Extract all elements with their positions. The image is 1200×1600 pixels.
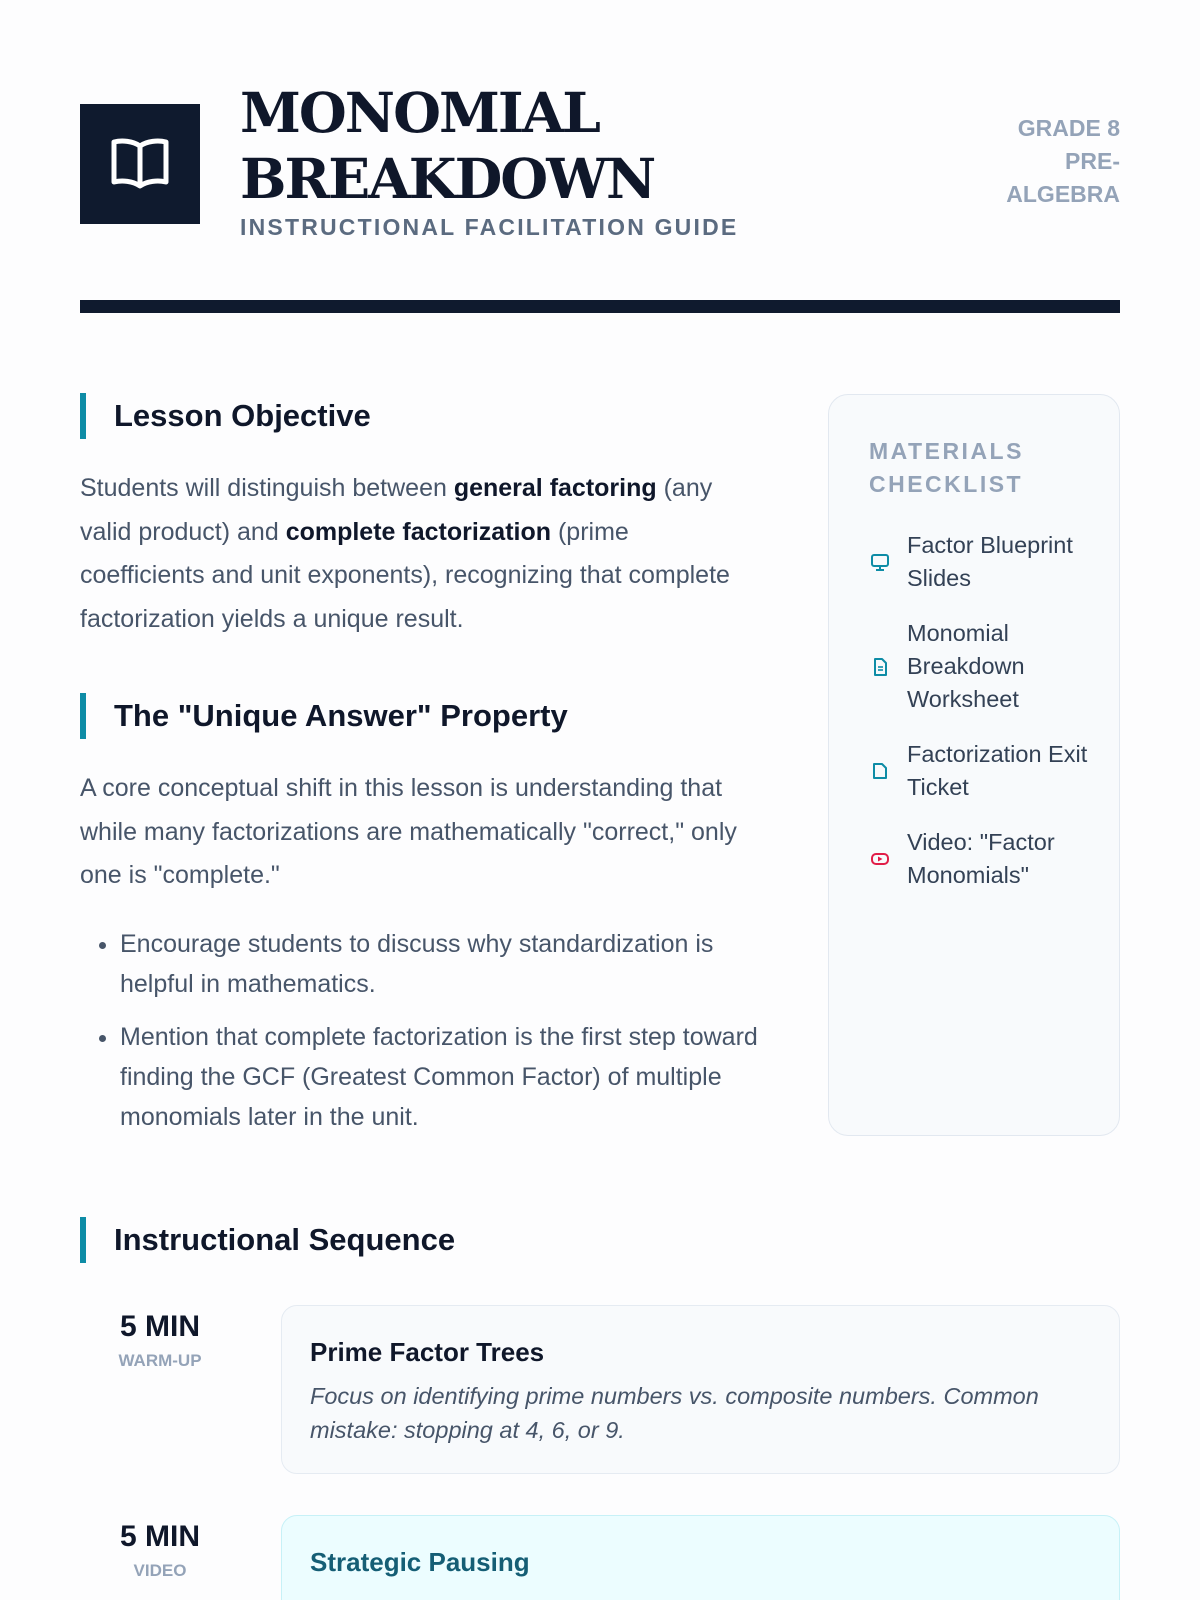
material-item-slides[interactable]	[869, 529, 1099, 595]
step-tag: WARM-UP	[118, 1351, 202, 1370]
objective-bold-complete-factorization: complete factorization	[285, 517, 552, 546]
guide-header	[80, 80, 1120, 280]
grade-label: GRADE 8 PRE-ALGEBRA	[1006, 115, 1120, 207]
step-time-block	[80, 1305, 240, 1373]
logo	[80, 104, 200, 224]
page-title: MONOMIAL BREAKDOWN	[240, 80, 655, 211]
header-divider	[80, 300, 1120, 313]
facilitation-guide-page	[80, 0, 1120, 1600]
step-duration: 5 MIN	[119, 1310, 200, 1343]
unique-answer-paragraph: A core conceptual shift in this lesson is understanding that while many factorizations are mathematically "correct," only one is "complete."	[80, 774, 737, 889]
step-card	[281, 1515, 1120, 1600]
ticket-icon	[869, 760, 891, 782]
material-label: Factor Blueprint Slides	[907, 532, 1073, 591]
objective-text-2: (any valid product) and	[80, 474, 713, 546]
material-label: Video: "Factor Monomials"	[907, 829, 1055, 888]
sequence-heading: Instructional Sequence	[80, 1217, 455, 1263]
step-card	[281, 1305, 1120, 1474]
step-title: Prime Factor Trees	[310, 1337, 545, 1367]
presentation-icon	[869, 551, 891, 573]
bullet-item: • Mention that complete factorization is the first step toward finding the GCF (Greatest Common Factor) of multiple monomials later in the unit.	[120, 1017, 780, 1137]
materials-title: MATERIALS CHECKLIST	[869, 438, 1024, 497]
step-duration: 5 MIN	[119, 1520, 200, 1553]
step-time-block	[80, 1515, 240, 1583]
step-description: Focus on identifying prime numbers vs. composite numbers. Common mistake: stopping at 4, 6, or 9.	[310, 1383, 1039, 1443]
open-book-icon	[109, 136, 171, 192]
document-icon	[869, 656, 891, 678]
page-subtitle: INSTRUCTIONAL FACILITATION GUIDE	[240, 214, 739, 240]
bullet-item: • Encourage students to discuss why standardization is helpful in mathematics.	[120, 924, 780, 1004]
materials-checklist	[828, 394, 1120, 1136]
material-label: Factorization Exit Ticket	[907, 741, 1088, 800]
material-label: Monomial Breakdown Worksheet	[907, 620, 1025, 712]
unique-answer-heading: The "Unique Answer" Property	[80, 693, 568, 739]
unique-answer-bullets	[80, 924, 780, 1150]
objective-text	[80, 467, 750, 641]
material-item-worksheet[interactable]	[869, 617, 1099, 716]
material-item-video[interactable]	[869, 826, 1099, 892]
objective-bold-general-factoring: general factoring	[453, 474, 657, 502]
material-item-exit-ticket[interactable]	[869, 738, 1099, 804]
objective-heading: Lesson Objective	[80, 393, 371, 439]
video-icon	[869, 848, 891, 870]
step-title: Strategic Pausing	[310, 1547, 530, 1577]
title-block	[240, 80, 738, 241]
objective-text-3: (prime coefficients and unit exponents), recognizing that complete factorization yields a unique result.	[80, 517, 730, 633]
step-tag: VIDEO	[133, 1561, 187, 1580]
objective-text-1: Students will distinguish between	[80, 474, 454, 502]
